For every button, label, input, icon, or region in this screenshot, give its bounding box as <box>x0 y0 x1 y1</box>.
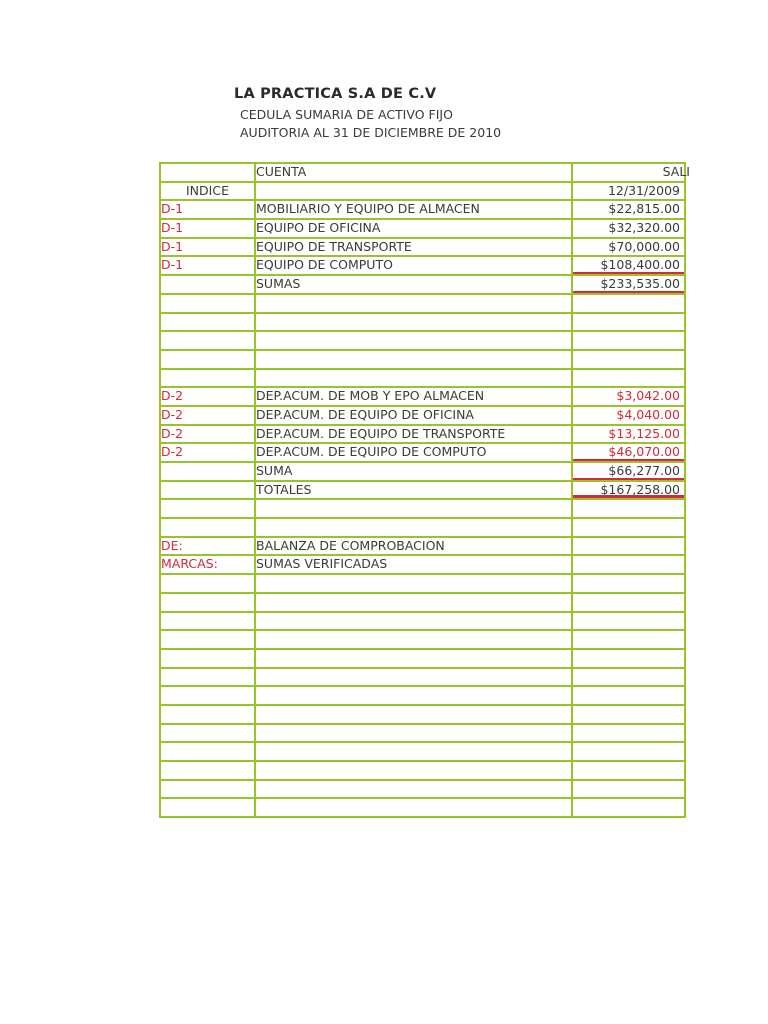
cell-empty[interactable] <box>256 706 573 723</box>
cell-empty[interactable] <box>256 781 573 798</box>
saldo-cell[interactable]: $46,070.00 <box>573 444 684 461</box>
cell-empty[interactable] <box>573 669 684 686</box>
cell-empty[interactable] <box>161 164 256 181</box>
suma-label[interactable]: SUMA <box>256 463 573 480</box>
note-text[interactable]: BALANZA DE COMPROBACION <box>256 538 573 555</box>
column-header-saldo[interactable]: SALI <box>662 164 690 179</box>
cell-empty[interactable] <box>256 613 573 630</box>
empty-row <box>161 781 684 800</box>
cell-empty[interactable] <box>256 370 573 387</box>
indice-cell[interactable]: D-2 <box>161 426 256 443</box>
cell-empty[interactable] <box>256 183 573 200</box>
cell-empty[interactable] <box>161 631 256 648</box>
indice-cell[interactable]: D-1 <box>161 220 256 237</box>
empty-row <box>161 687 684 706</box>
cell-empty[interactable] <box>573 781 684 798</box>
indice-cell[interactable]: D-2 <box>161 444 256 461</box>
cuenta-cell[interactable]: DEP.ACUM. DE EQUIPO DE TRANSPORTE <box>256 426 573 443</box>
cell-empty[interactable] <box>256 669 573 686</box>
cell-empty[interactable] <box>573 762 684 779</box>
empty-row <box>161 706 684 725</box>
column-header-cuenta[interactable]: CUENTA <box>256 164 573 181</box>
empty-row <box>161 762 684 781</box>
empty-row <box>161 669 684 688</box>
empty-row <box>161 351 684 370</box>
cell-empty[interactable] <box>161 370 256 387</box>
table-row <box>161 220 684 239</box>
totales-value[interactable]: $167,258.00 <box>573 482 684 499</box>
cuenta-cell[interactable]: EQUIPO DE TRANSPORTE <box>256 239 573 256</box>
totales-row <box>161 482 684 501</box>
cell-empty[interactable] <box>161 500 256 517</box>
column-header-date[interactable]: 12/31/2009 <box>607 182 680 198</box>
cell-empty[interactable] <box>256 351 573 368</box>
cell-empty[interactable] <box>573 799 684 816</box>
suma-row <box>161 463 684 482</box>
table-row <box>161 407 684 426</box>
cell-empty[interactable] <box>161 613 256 630</box>
cell-empty[interactable] <box>573 743 684 760</box>
cell-empty[interactable] <box>161 762 256 779</box>
table-row <box>161 257 684 276</box>
cell-empty[interactable] <box>256 594 573 611</box>
empty-row <box>161 725 684 744</box>
empty-row <box>161 575 684 594</box>
empty-row <box>161 314 684 333</box>
cuenta-cell[interactable]: DEP.ACUM. DE EQUIPO DE OFICINA <box>256 407 573 424</box>
empty-row <box>161 743 684 762</box>
cell-empty[interactable] <box>573 556 684 573</box>
cell-empty[interactable] <box>161 332 256 349</box>
cell-empty[interactable] <box>161 314 256 331</box>
empty-row <box>161 519 684 538</box>
table-header-row <box>161 164 690 183</box>
table-header-row-2 <box>161 183 684 202</box>
cell-empty[interactable] <box>161 725 256 742</box>
cell-empty[interactable] <box>256 799 573 816</box>
column-header-indice[interactable]: INDICE <box>161 183 256 200</box>
document-subtitle: CEDULA SUMARIA DE ACTIVO FIJO <box>240 107 453 122</box>
cell-empty[interactable] <box>161 799 256 816</box>
cell-empty[interactable] <box>573 500 684 517</box>
cell-empty[interactable] <box>256 314 573 331</box>
indice-cell[interactable]: D-2 <box>161 388 256 405</box>
note-label[interactable]: DE: <box>161 538 256 555</box>
cell-empty[interactable] <box>256 631 573 648</box>
cell-empty[interactable] <box>161 463 256 480</box>
totales-label[interactable]: TOTALES <box>256 482 573 499</box>
cuenta-cell[interactable]: EQUIPO DE OFICINA <box>256 220 573 237</box>
saldo-cell[interactable]: $3,042.00 <box>616 388 680 404</box>
cuenta-cell[interactable]: DEP.ACUM. DE EQUIPO DE COMPUTO <box>256 444 573 461</box>
table-row <box>161 239 684 258</box>
saldo-cell[interactable]: $13,125.00 <box>608 425 680 441</box>
empty-row <box>161 799 684 818</box>
empty-row <box>161 332 684 351</box>
cell-empty[interactable] <box>161 781 256 798</box>
empty-row <box>161 594 684 613</box>
cell-empty[interactable] <box>573 650 684 667</box>
saldo-cell[interactable]: $32,320.00 <box>608 220 680 236</box>
table-row <box>161 388 684 407</box>
cell-empty[interactable] <box>256 500 573 517</box>
saldo-cell[interactable]: $70,000.00 <box>608 238 680 254</box>
empty-row <box>161 650 684 669</box>
cell-empty[interactable] <box>256 725 573 742</box>
cell-empty[interactable] <box>256 295 573 312</box>
cell-empty[interactable] <box>161 687 256 704</box>
cell-empty[interactable] <box>573 594 684 611</box>
cell-empty[interactable] <box>573 538 684 555</box>
cell-empty[interactable] <box>573 687 684 704</box>
cell-empty[interactable] <box>161 351 256 368</box>
cell-empty[interactable] <box>161 669 256 686</box>
cell-empty[interactable] <box>573 706 684 723</box>
suma-value[interactable]: $66,277.00 <box>573 463 684 480</box>
cell-empty[interactable] <box>256 743 573 760</box>
saldo-cell[interactable]: $108,400.00 <box>573 257 684 274</box>
table-row <box>161 201 684 220</box>
empty-row <box>161 631 684 650</box>
saldo-cell[interactable]: $22,815.00 <box>608 201 680 217</box>
cell-empty[interactable] <box>573 725 684 742</box>
note-text[interactable]: SUMAS VERIFICADAS <box>256 556 573 573</box>
cell-empty[interactable] <box>161 482 256 499</box>
empty-row <box>161 295 684 314</box>
cell-empty[interactable] <box>161 519 256 536</box>
cell-empty[interactable] <box>573 370 684 387</box>
cell-empty[interactable] <box>161 594 256 611</box>
audit-date-line: AUDITORIA AL 31 DE DICIEMBRE DE 2010 <box>240 125 502 140</box>
note-label[interactable]: MARCAS: <box>161 556 256 573</box>
cell-empty[interactable] <box>161 276 256 293</box>
indice-cell[interactable]: D-2 <box>161 407 256 424</box>
cell-empty[interactable] <box>573 519 684 536</box>
cell-empty[interactable] <box>256 687 573 704</box>
sumas-value[interactable]: $233,535.00 <box>573 276 684 293</box>
note-row <box>161 538 684 557</box>
saldo-cell[interactable]: $4,040.00 <box>616 406 680 422</box>
cuenta-cell[interactable]: EQUIPO DE COMPUTO <box>256 257 573 274</box>
cell-empty[interactable] <box>161 650 256 667</box>
cell-empty[interactable] <box>161 295 256 312</box>
sumas-row <box>161 276 684 295</box>
indice-cell[interactable]: D-1 <box>161 239 256 256</box>
cuenta-cell[interactable]: MOBILIARIO Y EQUIPO DE ALMACEN <box>256 201 573 218</box>
cell-empty[interactable] <box>573 332 684 349</box>
indice-cell[interactable]: D-1 <box>161 201 256 218</box>
cell-empty[interactable] <box>573 351 684 368</box>
company-title: LA PRACTICA S.A DE C.V <box>234 86 437 102</box>
cell-empty[interactable] <box>256 332 573 349</box>
note-row <box>161 556 684 575</box>
cell-empty[interactable] <box>573 631 684 648</box>
table-row <box>161 426 684 445</box>
indice-cell[interactable]: D-1 <box>161 257 256 274</box>
cell-empty[interactable] <box>573 613 684 630</box>
cell-empty[interactable] <box>573 314 684 331</box>
empty-row <box>161 500 684 519</box>
cell-empty[interactable] <box>573 575 684 592</box>
cell-empty[interactable] <box>256 575 573 592</box>
cell-empty[interactable] <box>573 295 684 312</box>
cell-empty[interactable] <box>161 575 256 592</box>
empty-row <box>161 613 684 632</box>
cell-empty[interactable] <box>256 762 573 779</box>
table-row <box>161 444 684 463</box>
cell-empty[interactable] <box>161 743 256 760</box>
cell-empty[interactable] <box>256 519 573 536</box>
cell-empty[interactable] <box>256 650 573 667</box>
fixed-assets-table <box>159 162 690 818</box>
empty-row <box>161 370 684 389</box>
cuenta-cell[interactable]: DEP.ACUM. DE MOB Y EPO ALMACEN <box>256 388 573 405</box>
sumas-label[interactable]: SUMAS <box>256 276 573 293</box>
cell-empty[interactable] <box>161 706 256 723</box>
